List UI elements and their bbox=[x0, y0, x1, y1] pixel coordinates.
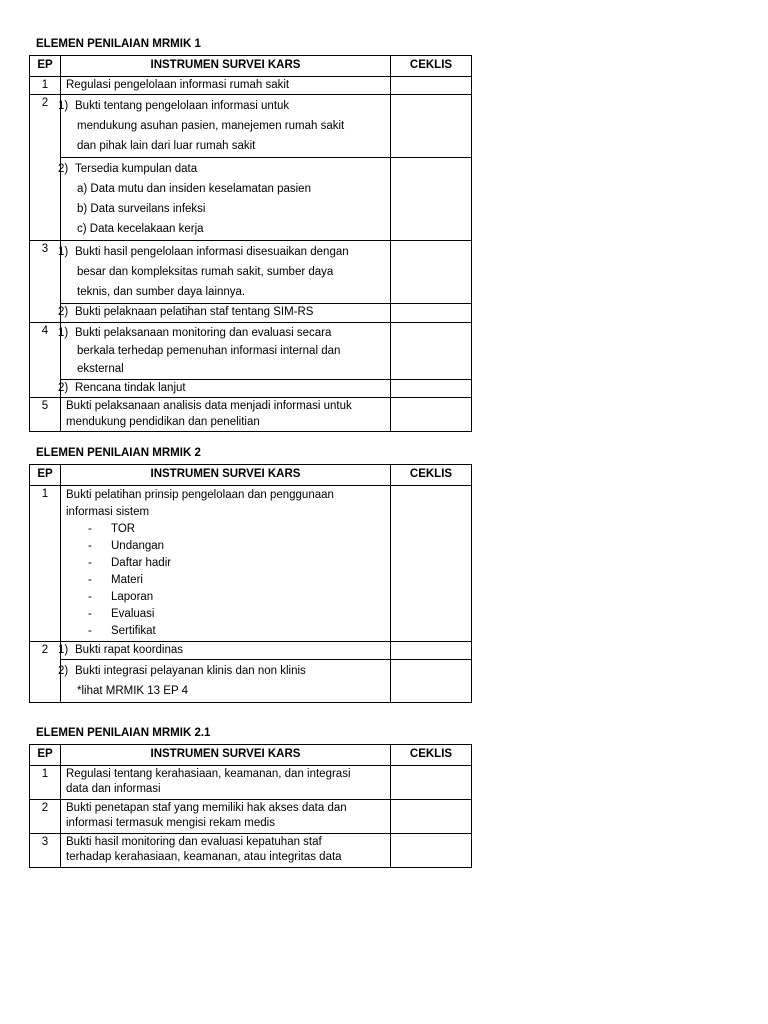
item-text: besar dan kompleksitas rumah sakit, sumber daya bbox=[77, 266, 334, 279]
instrument-item bbox=[58, 95, 391, 158]
list-item bbox=[66, 555, 385, 572]
item-number: 2) bbox=[58, 163, 69, 176]
header-instrumen: INSTRUMEN SURVEI KARS bbox=[61, 745, 391, 766]
item-number: 2) bbox=[58, 381, 69, 394]
ceklis-cell[interactable] bbox=[391, 304, 472, 323]
survey-table bbox=[29, 464, 472, 703]
table-row bbox=[30, 765, 472, 799]
dash-bullet: - bbox=[88, 590, 92, 603]
item-text: Regulasi tentang kerahasiaan, keamanan, dan integrasi bbox=[66, 767, 351, 780]
table-row bbox=[30, 95, 472, 158]
instrument-text bbox=[61, 765, 391, 799]
dash-bullet: - bbox=[88, 556, 92, 569]
table-row bbox=[30, 485, 472, 641]
instrument-item bbox=[58, 641, 391, 660]
header-instrumen: INSTRUMEN SURVEI KARS bbox=[61, 465, 391, 486]
survey-table bbox=[29, 744, 472, 868]
item-text: eksternal bbox=[77, 362, 124, 375]
ceklis-cell[interactable] bbox=[391, 485, 472, 641]
survey-table bbox=[29, 55, 472, 432]
item-text: data dan informasi bbox=[66, 783, 161, 796]
instrument-text: Regulasi pengelolaan informasi rumah sakit bbox=[61, 76, 391, 95]
item-text: Bukti pelaksanaan monitoring dan evaluasi secara bbox=[75, 326, 332, 339]
instrument-item bbox=[58, 322, 391, 379]
item-text: terhadap kerahasiaan, keamanan, atau integritas data bbox=[66, 851, 342, 864]
section-mrmik-2-1 bbox=[29, 726, 471, 868]
table-header-row bbox=[30, 745, 472, 766]
item-text: Bukti hasil pengelolaan informasi disesuaikan dengan bbox=[75, 246, 349, 259]
ceklis-cell[interactable] bbox=[391, 660, 472, 703]
ep-number: 3 bbox=[30, 241, 61, 323]
table-row bbox=[30, 660, 472, 703]
ep-number: 3 bbox=[30, 833, 61, 867]
list-item-text: Evaluasi bbox=[111, 607, 155, 620]
dash-bullet: - bbox=[88, 607, 92, 620]
ceklis-cell[interactable] bbox=[391, 379, 472, 398]
ep-number: 1 bbox=[30, 765, 61, 799]
header-ep: EP bbox=[30, 56, 61, 77]
section-mrmik-2 bbox=[29, 446, 471, 703]
table-row bbox=[30, 799, 472, 833]
table-row bbox=[30, 398, 472, 432]
dash-bullet: - bbox=[88, 522, 92, 535]
ep-number: 2 bbox=[30, 95, 61, 241]
section-title: ELEMEN PENILAIAN MRMIK 2.1 bbox=[36, 727, 211, 739]
instrument-item bbox=[58, 660, 391, 703]
ep-number: 2 bbox=[30, 799, 61, 833]
ep-number: 5 bbox=[30, 398, 61, 432]
header-instrumen: INSTRUMEN SURVEI KARS bbox=[61, 56, 391, 77]
list-item-text: TOR bbox=[111, 522, 136, 535]
table-row bbox=[30, 241, 472, 304]
table-row bbox=[30, 158, 472, 241]
item-text: berkala terhedap pemenuhan informasi internal dan bbox=[77, 344, 341, 357]
ceklis-cell[interactable] bbox=[391, 322, 472, 379]
sub-item: a) Data mutu dan insiden keselamatan pasien bbox=[77, 183, 311, 196]
item-text: teknis, dan sumber daya lainnya. bbox=[77, 286, 246, 299]
ceklis-cell[interactable] bbox=[391, 833, 472, 867]
item-text: informasi sistem bbox=[66, 505, 150, 518]
sub-item: c) Data kecelakaan kerja bbox=[77, 223, 204, 236]
dash-bullet: - bbox=[88, 573, 92, 586]
list-item bbox=[66, 606, 385, 623]
item-text: Bukti pelaksanaan analisis data menjadi informasi untuk bbox=[66, 400, 352, 413]
ceklis-cell[interactable] bbox=[391, 241, 472, 304]
instrument-text bbox=[61, 398, 391, 432]
instrument-text bbox=[61, 833, 391, 867]
ceklis-cell[interactable] bbox=[391, 765, 472, 799]
table-row bbox=[30, 76, 472, 95]
instrument-item bbox=[58, 158, 391, 241]
dash-bullet: - bbox=[88, 624, 92, 637]
item-text: Bukti pelaknaan pelatihan staf tentang SIM-RS bbox=[75, 306, 314, 319]
item-number: 1) bbox=[58, 100, 69, 113]
instrument-item bbox=[58, 379, 391, 398]
section-title: ELEMEN PENILAIAN MRMIK 2 bbox=[36, 447, 201, 459]
table-row bbox=[30, 641, 472, 660]
list-item-text: Sertifikat bbox=[111, 624, 156, 637]
table-header-row bbox=[30, 465, 472, 486]
list-item-text: Undangan bbox=[111, 539, 165, 552]
item-text: Bukti integrasi pelayanan klinis dan non klinis bbox=[75, 665, 306, 678]
ceklis-cell[interactable] bbox=[391, 799, 472, 833]
instrument-text bbox=[61, 799, 391, 833]
item-text: Bukti penetapan staf yang memiliki hak akses data dan bbox=[66, 801, 347, 814]
section-title: ELEMEN PENILAIAN MRMIK 1 bbox=[36, 38, 201, 50]
item-text: Bukti pelatihan prinsip pengelolaan dan penggunaan bbox=[66, 488, 334, 501]
item-text: Bukti tentang pengelolaan informasi untuk bbox=[75, 100, 290, 113]
header-ep: EP bbox=[30, 465, 61, 486]
item-text: mendukung pendidikan dan penelitian bbox=[66, 415, 260, 428]
table-header-row bbox=[30, 56, 472, 77]
item-text: mendukung asuhan pasien, manejemen rumah sakit bbox=[77, 120, 345, 133]
ep-number: 2 bbox=[30, 641, 61, 703]
item-number: 2) bbox=[58, 306, 69, 319]
ep-number: 1 bbox=[30, 485, 61, 641]
item-text: Tersedia kumpulan data bbox=[75, 163, 198, 176]
item-text: Bukti hasil monitoring dan evaluasi kepatuhan staf bbox=[66, 835, 322, 848]
item-text: Bukti rapat koordinas bbox=[75, 643, 184, 656]
header-ceklis: CEKLIS bbox=[391, 745, 472, 766]
list-item bbox=[66, 521, 385, 538]
list-item bbox=[66, 572, 385, 589]
ep-number: 1 bbox=[30, 76, 61, 95]
item-number: 1) bbox=[58, 246, 69, 259]
list-item-text: Daftar hadir bbox=[111, 556, 172, 569]
list-item-text: Laporan bbox=[111, 590, 154, 603]
item-number: 2) bbox=[58, 665, 69, 678]
table-row bbox=[30, 322, 472, 379]
item-text: informasi termasuk mengisi rekam medis bbox=[66, 817, 275, 830]
ceklis-cell[interactable] bbox=[391, 95, 472, 158]
instrument-item bbox=[58, 304, 391, 323]
item-text: dan pihak lain dari luar rumah sakit bbox=[77, 140, 256, 153]
header-ceklis: CEKLIS bbox=[391, 465, 472, 486]
header-ceklis: CEKLIS bbox=[391, 56, 472, 77]
dash-bullet: - bbox=[88, 539, 92, 552]
item-text: Rencana tindak lanjut bbox=[75, 381, 186, 394]
sub-item: b) Data surveilans infeksi bbox=[77, 203, 206, 216]
table-row bbox=[30, 833, 472, 867]
ceklis-cell[interactable] bbox=[391, 76, 472, 95]
list-item bbox=[66, 623, 385, 640]
list-item bbox=[66, 538, 385, 555]
list-item bbox=[66, 589, 385, 606]
ep-number: 4 bbox=[30, 322, 61, 398]
ceklis-cell[interactable] bbox=[391, 641, 472, 660]
table-row bbox=[30, 379, 472, 398]
list-item-text: Materi bbox=[111, 573, 143, 586]
instrument-text bbox=[61, 485, 391, 641]
item-number: 1) bbox=[58, 326, 69, 339]
item-note: *lihat MRMIK 13 EP 4 bbox=[77, 685, 189, 698]
table-row bbox=[30, 304, 472, 323]
item-number: 1) bbox=[58, 643, 69, 656]
header-ep: EP bbox=[30, 745, 61, 766]
instrument-item bbox=[58, 241, 391, 304]
section-mrmik-1 bbox=[29, 37, 471, 432]
ceklis-cell[interactable] bbox=[391, 398, 472, 432]
ceklis-cell[interactable] bbox=[391, 158, 472, 241]
